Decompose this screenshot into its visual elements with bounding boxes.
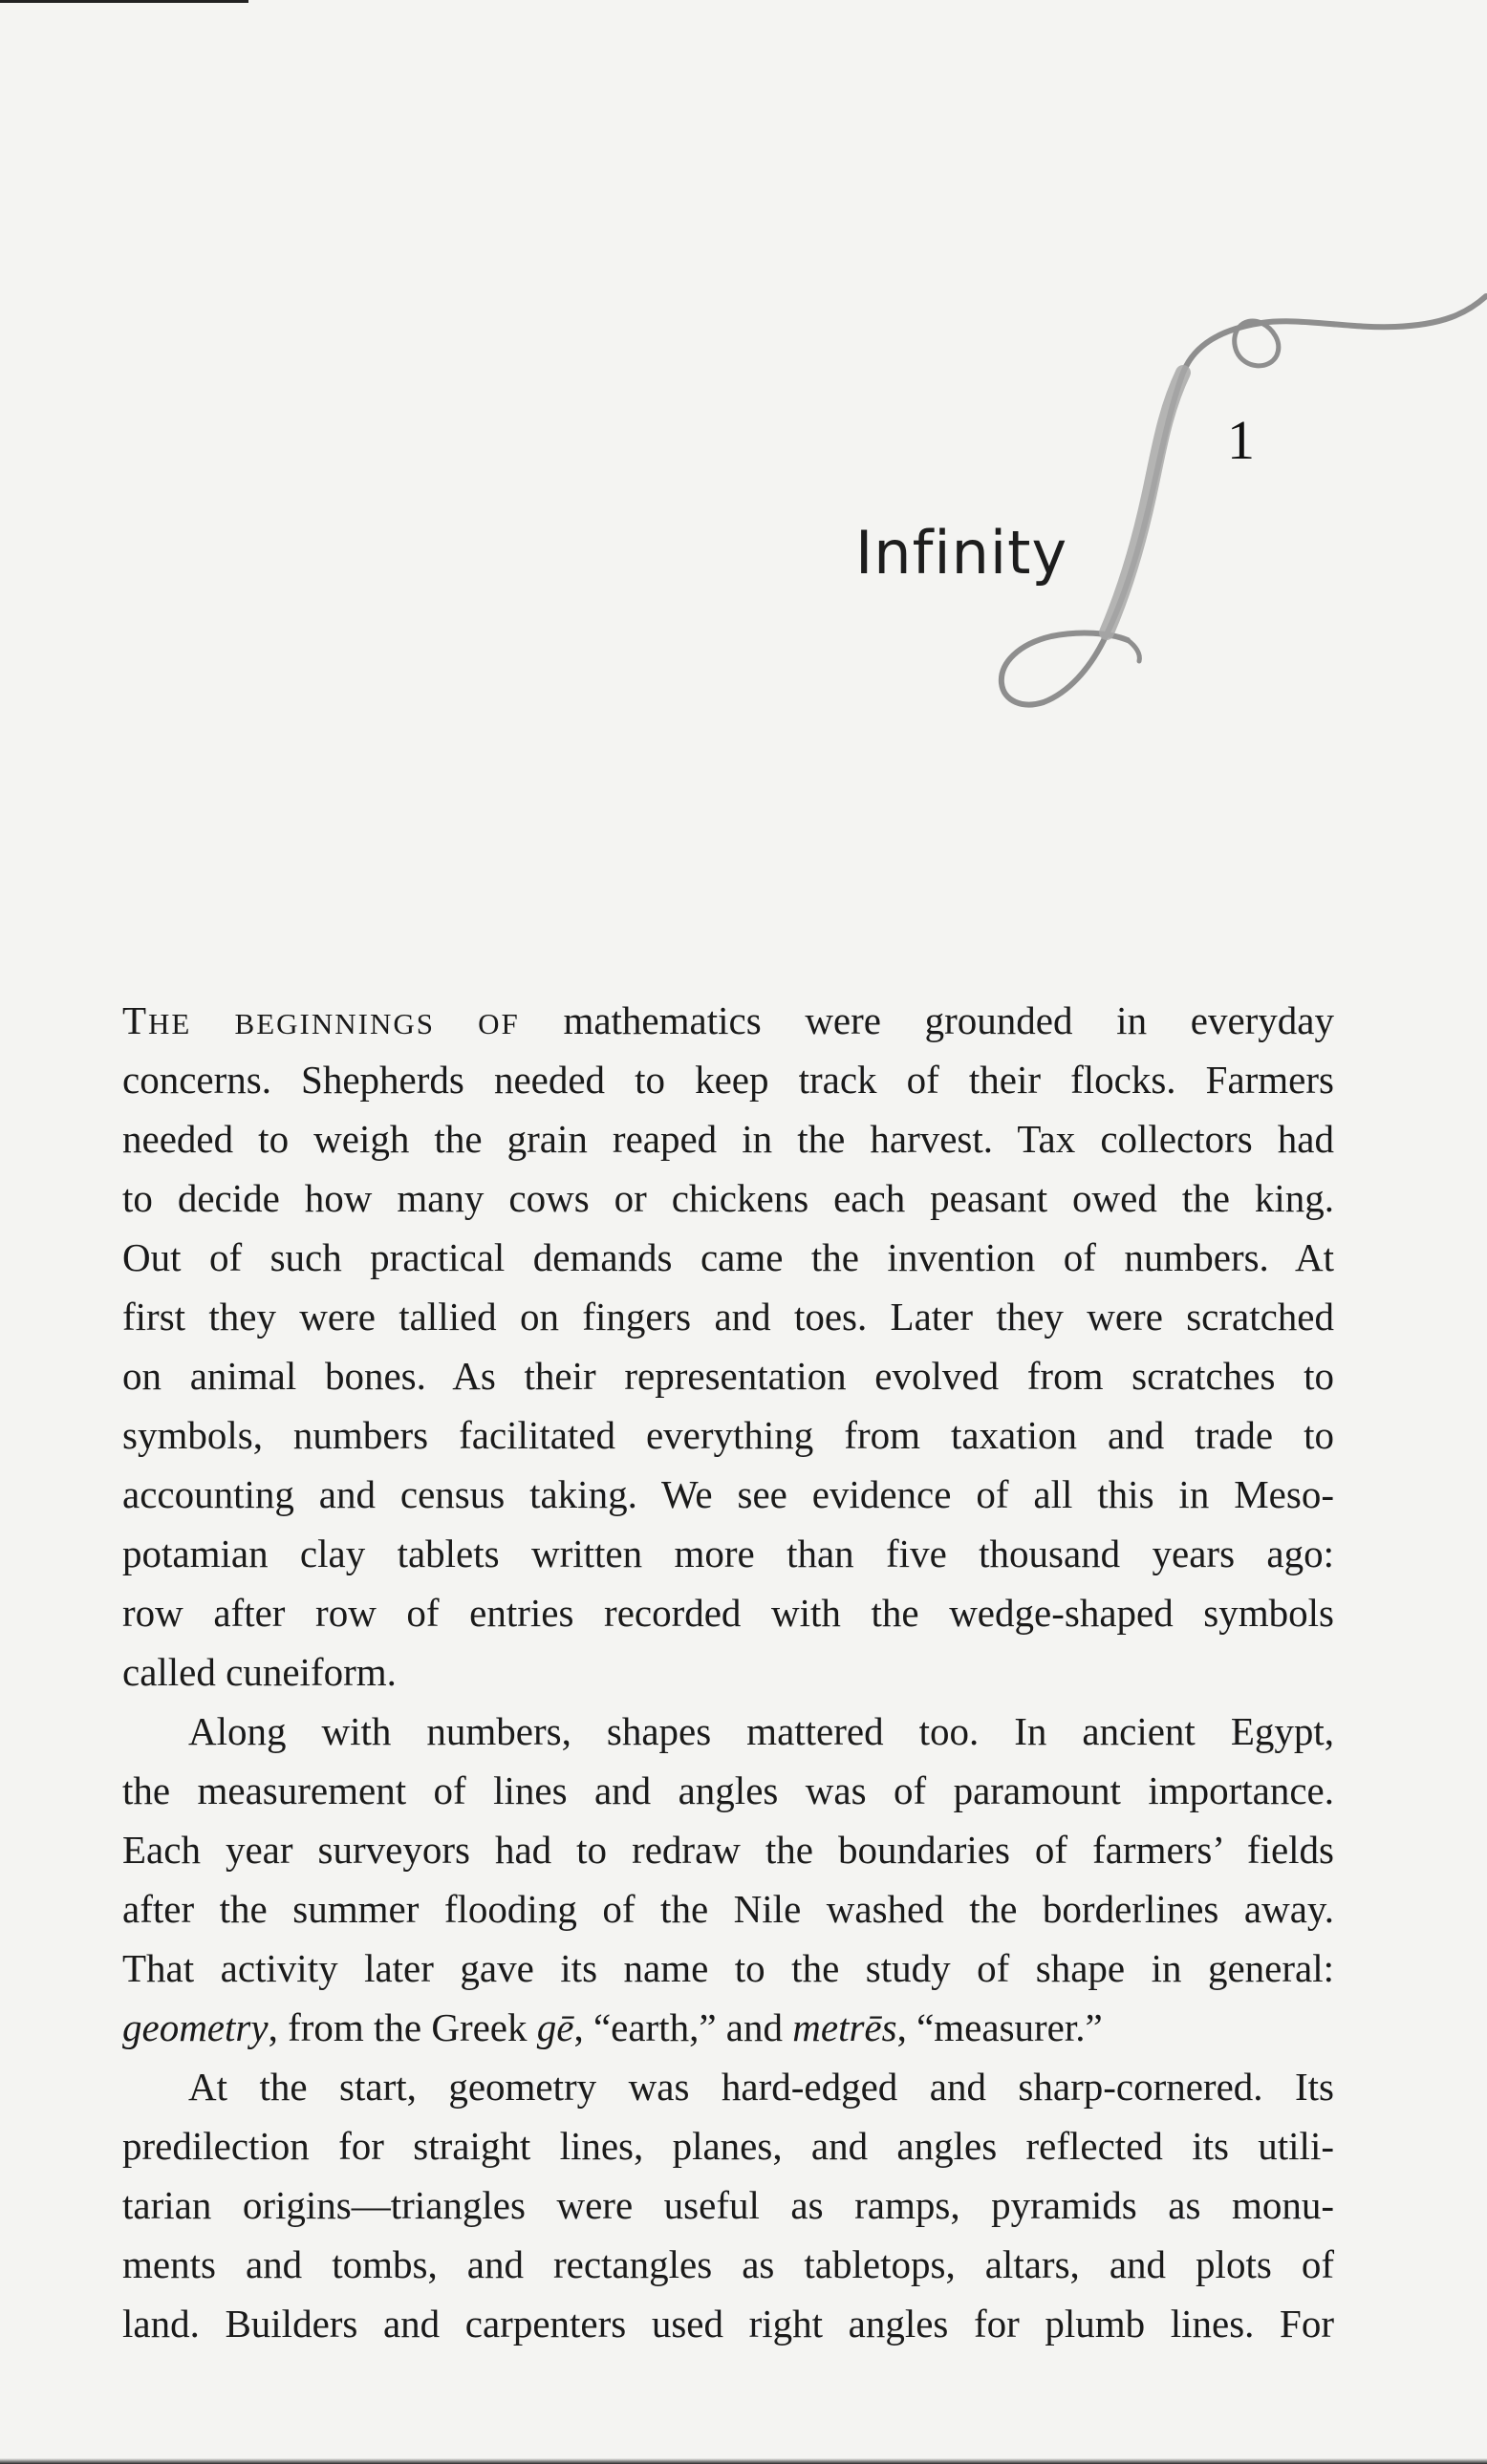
text-line-20: predilection for straight lines, planes, and angles reflected its utili- bbox=[122, 2124, 1334, 2168]
text-line-13: Along with numbers, shapes mattered too. In ancient Egypt, bbox=[188, 1709, 1334, 1753]
text-line-19: At the start, geometry was hard-edged and sharp-cornered. Its bbox=[188, 2065, 1334, 2109]
text-line-14: the measurement of lines and angles was of paramount importance. bbox=[122, 1768, 1334, 1812]
text-line-8: symbols, numbers facilitated everything from taxation and trade to bbox=[122, 1413, 1334, 1457]
chapter-header bbox=[0, 0, 1487, 764]
body-text bbox=[122, 991, 1334, 2353]
italic-metres: metrēs bbox=[792, 2005, 897, 2049]
italic-ge: gē bbox=[536, 2005, 574, 2049]
text-line-7: on animal bones. As their representation evolved from scratches to bbox=[122, 1354, 1334, 1398]
text-line-2: concerns. Shepherds needed to keep track of their flocks. Farmers bbox=[122, 1058, 1334, 1102]
text-line-17: That activity later gave its name to the study of shape in general: bbox=[122, 1946, 1334, 1990]
text-line-15: Each year surveyors had to redraw the boundaries of farmers’ fields bbox=[122, 1828, 1334, 1872]
text-line-5: Out of such practical demands came the invention of numbers. At bbox=[122, 1235, 1334, 1279]
opening-smallcaps-rest: HE BEGINNINGS OF bbox=[148, 1007, 520, 1040]
chapter-title: Infinity bbox=[855, 518, 1068, 588]
text-line-22: ments and tombs, and rectangles as tabletops, altars, and plots of bbox=[122, 2242, 1334, 2286]
text-line-3: needed to weigh the grain reaped in the harvest. Tax collectors had bbox=[122, 1117, 1334, 1161]
chapter-number: 1 bbox=[1227, 409, 1255, 471]
text-line-4: to decide how many cows or chickens each peasant owed the king. bbox=[122, 1176, 1334, 1220]
text-line-11: row after row of entries recorded with the wedge-shaped symbols bbox=[122, 1591, 1334, 1635]
italic-geometry: geometry bbox=[122, 2005, 269, 2049]
integral-sign-icon bbox=[946, 277, 1487, 736]
text-line-6: first they were tallied on fingers and toes. Later they were scratched bbox=[122, 1295, 1334, 1339]
text-line-12: called cuneiform. bbox=[122, 1650, 397, 1694]
text-line-21: tarian origins—triangles were useful as ramps, pyramids as monu- bbox=[122, 2183, 1334, 2227]
scan-edge-bottom bbox=[0, 2458, 1487, 2464]
opening-smallcaps: THE BEGINNINGS OF bbox=[122, 998, 520, 1042]
text-line-18: geometry, from the Greek gē, “earth,” and metrēs, “measurer.” bbox=[122, 2005, 1103, 2049]
text-line-23: land. Builders and carpenters used right angles for plumb lines. For bbox=[122, 2302, 1334, 2346]
text-line-16: after the summer flooding of the Nile washed the borderlines away. bbox=[122, 1887, 1334, 1931]
text-line-10: potamian clay tablets written more than five thousand years ago: bbox=[122, 1532, 1334, 1575]
text-line-1: THE BEGINNINGS OF mathematics were grounded in everyday bbox=[122, 998, 1334, 1042]
text-line-9: accounting and census taking. We see evidence of all this in Meso- bbox=[122, 1472, 1334, 1516]
